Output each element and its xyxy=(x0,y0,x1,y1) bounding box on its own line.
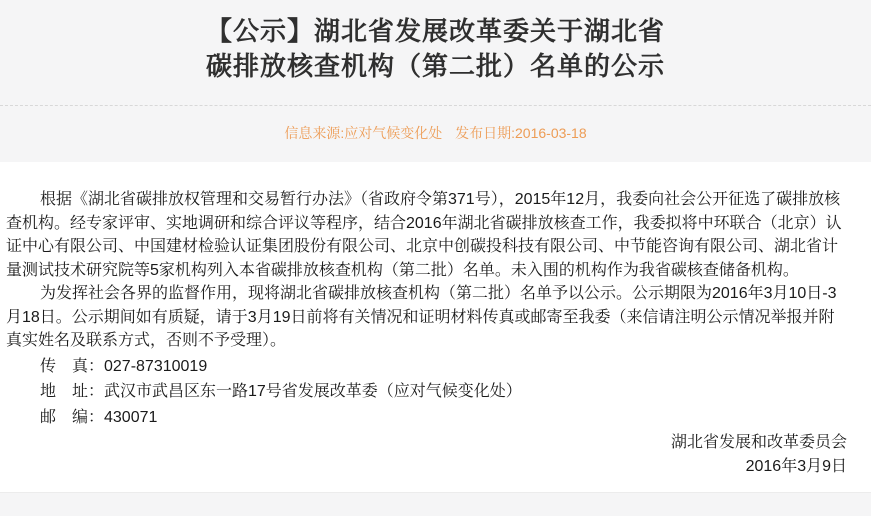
contact-address-line: 地 址：武汉市武昌区东一路17号省发展改革委（应对气候变化处） xyxy=(40,383,522,400)
body-paragraph-2: 为发挥社会各界的监督作用，现将湖北省碳排放核查机构（第二批）名单予以公示。公示期限为2016年3月10日-3月18日。公示期间如有质疑，请于3月19日前将有关情况和证明材料传真或邮寄至我委（来信请注明公示情况举报并附真实姓名及联系方式，否则不予受理）。 xyxy=(6,285,837,349)
contact-postcode-line: 邮 编：430071 xyxy=(40,408,158,426)
article-title xyxy=(0,0,871,84)
article-meta-bar xyxy=(0,106,871,162)
page-footer-background xyxy=(0,492,871,516)
article-body xyxy=(0,162,871,492)
article-header xyxy=(0,0,871,106)
body-paragraph-1: 根据《湖北省碳排放权管理和交易暂行办法》（省政府令第371号），2015年12月，我委向社会公开征选了碳排放核查机构。经专家评审、实地调研和综合评议等程序，结合2016年湖北省碳排放核查工作，我委拟将中环联合（北京）认证中心有限公司、中国建材检验认证集团股份有限公司、北京中创碳投科技有限公司、中节能咨询有限公司、湖北省计量测试技术研究院等5家机构列入本省碳排放核查机构（第二批）名单。未入围的机构作为我省碳核查储备机构。 xyxy=(6,191,842,279)
article-title-line-1: 【公示】湖北省发展改革委关于湖北省 xyxy=(205,16,665,46)
contact-fax-line: 传 真：027-87310019 xyxy=(40,357,208,375)
meta-publish-date: 发布日期:2016-03-18 xyxy=(455,125,587,141)
signature-organization: 湖北省发展和改革委员会 xyxy=(670,434,847,451)
signature-date: 2016年3月9日 xyxy=(745,457,847,475)
article-title-line-2: 碳排放核查机构（第二批）名单的公示 xyxy=(205,51,665,81)
meta-source: 信息来源:应对气候变化处 xyxy=(284,125,443,141)
